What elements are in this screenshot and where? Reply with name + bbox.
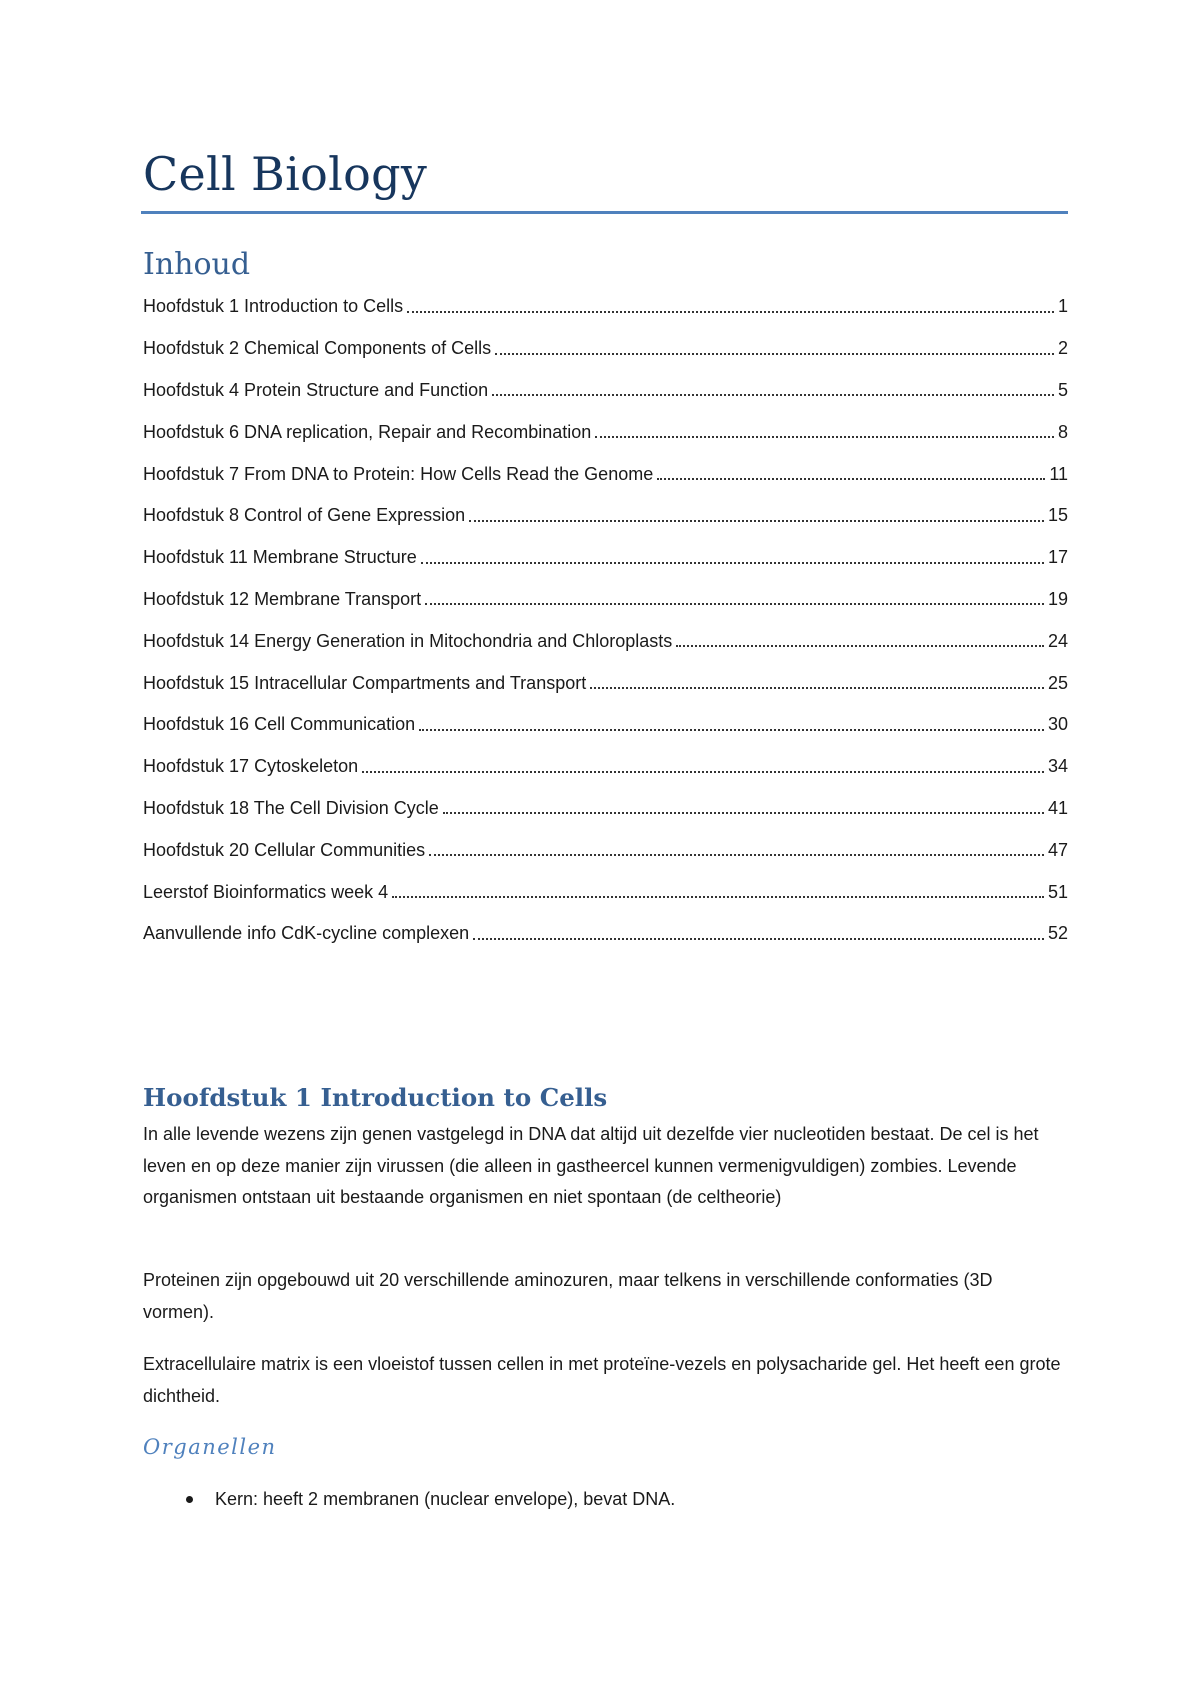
toc-entry-label: Hoofdstuk 6 DNA replication, Repair and Recombination [143,421,592,442]
toc-entry[interactable] [143,620,1068,662]
toc-entry[interactable] [143,746,1068,788]
toc-entry-label: Hoofdstuk 8 Control of Gene Expression [143,505,466,526]
toc-entry-page: 41 [1047,797,1068,818]
paragraph: In alle levende wezens zijn genen vastgelegd in DNA dat altijd uit dezelfde vier nucleotiden bestaat. De cel is het leven en op deze manier zijn virussen (die alleen in gastheercel kunnen vermenigvuldigen) zombies. Levende organismen ontstaan uit bestaande organismen en niet spontaan (de celtheorie) [143,1124,1039,1207]
toc-dot-leader [419,714,1044,736]
toc-entry-page: 1 [1057,296,1068,317]
toc-entry-page: 47 [1047,839,1068,860]
toc-entry-label: Hoofdstuk 17 Cytoskeleton [143,756,359,777]
toc-entry-page: 19 [1047,588,1068,609]
toc-dot-leader [425,588,1044,610]
toc-dot-leader [443,797,1044,819]
toc-entry[interactable] [143,913,1068,955]
toc-entry-label: Hoofdstuk 15 Intracellular Compartments and Transport [143,672,587,693]
toc-entry-label: Hoofdstuk 18 The Cell Division Cycle [143,797,439,818]
toc-entry-label: Hoofdstuk 20 Cellular Communities [143,839,426,860]
toc-entry-page: 2 [1057,338,1068,359]
subsection-heading: Organellen [143,1435,277,1459]
toc-dot-leader [407,296,1054,318]
section-heading: Hoofdstuk 1 Introduction to Cells [143,1083,608,1112]
paragraph: Proteinen zijn opgebouwd uit 20 verschillende aminozuren, maar telkens in verschillende conformaties (3D vormen). [143,1270,993,1322]
toc-entry-label: Leerstof Bioinformatics week 4 [143,881,389,902]
toc-entry-page: 34 [1047,756,1068,777]
toc-entry-page: 11 [1049,463,1068,484]
title-underline-rule [141,211,1068,214]
toc-entry-page: 52 [1047,923,1068,944]
toc-entry-page: 24 [1047,630,1068,651]
toc-entry-page: 8 [1057,421,1068,442]
toc-dot-leader [595,421,1054,443]
toc-entry[interactable] [143,579,1068,621]
toc-dot-leader [492,379,1054,401]
document-title: Cell Biology [143,147,428,201]
toc-entry[interactable] [143,495,1068,537]
toc-entry-page: 17 [1047,547,1068,568]
toc-entry-page: 25 [1047,672,1068,693]
toc-entry-label: Hoofdstuk 16 Cell Communication [143,714,416,735]
toc-entry-page: 15 [1047,505,1068,526]
toc-entry[interactable] [143,537,1068,579]
table-of-contents [143,286,1068,955]
toc-entry-label: Hoofdstuk 4 Protein Structure and Function [143,379,489,400]
toc-entry[interactable] [143,411,1068,453]
toc-entry-label: Hoofdstuk 2 Chemical Components of Cells [143,338,492,359]
toc-entry[interactable] [143,788,1068,830]
toc-dot-leader [657,463,1045,485]
toc-entry[interactable] [143,829,1068,871]
bullet-icon [186,1496,193,1503]
toc-heading: Inhoud [143,247,251,282]
toc-entry[interactable] [143,662,1068,704]
toc-entry[interactable] [143,328,1068,370]
toc-entry[interactable] [143,871,1068,913]
toc-dot-leader [676,630,1044,652]
toc-entry-label: Hoofdstuk 1 Introduction to Cells [143,296,404,317]
toc-dot-leader [495,338,1054,360]
toc-entry[interactable] [143,453,1068,495]
toc-dot-leader [421,547,1044,569]
toc-dot-leader [392,881,1044,903]
toc-entry-label: Hoofdstuk 12 Membrane Transport [143,588,422,609]
toc-entry[interactable] [143,286,1068,328]
toc-entry[interactable] [143,704,1068,746]
toc-entry-label: Hoofdstuk 14 Energy Generation in Mitochondria and Chloroplasts [143,630,673,651]
bullet-list [143,1484,1068,1516]
toc-entry-label: Aanvullende info CdK-cycline complexen [143,923,470,944]
toc-dot-leader [473,923,1044,945]
list-item [143,1484,1068,1516]
toc-entry-page: 51 [1047,881,1068,902]
toc-entry[interactable] [143,370,1068,412]
toc-dot-leader [362,756,1044,778]
paragraph: Extracellulaire matrix is een vloeistof tussen cellen in met proteïne-vezels en polysacharide gel. Het heeft een grote dichtheid. [143,1354,1061,1406]
toc-entry-label: Hoofdstuk 7 From DNA to Protein: How Cells Read the Genome [143,463,654,484]
toc-entry-page: 5 [1057,379,1068,400]
toc-entry-page: 30 [1047,714,1068,735]
toc-dot-leader [469,505,1044,527]
toc-entry-label: Hoofdstuk 11 Membrane Structure [143,547,417,568]
toc-dot-leader [429,839,1044,861]
list-item-text: Kern: heeft 2 membranen (nuclear envelope), bevat DNA. [215,1489,676,1509]
toc-dot-leader [590,672,1044,694]
